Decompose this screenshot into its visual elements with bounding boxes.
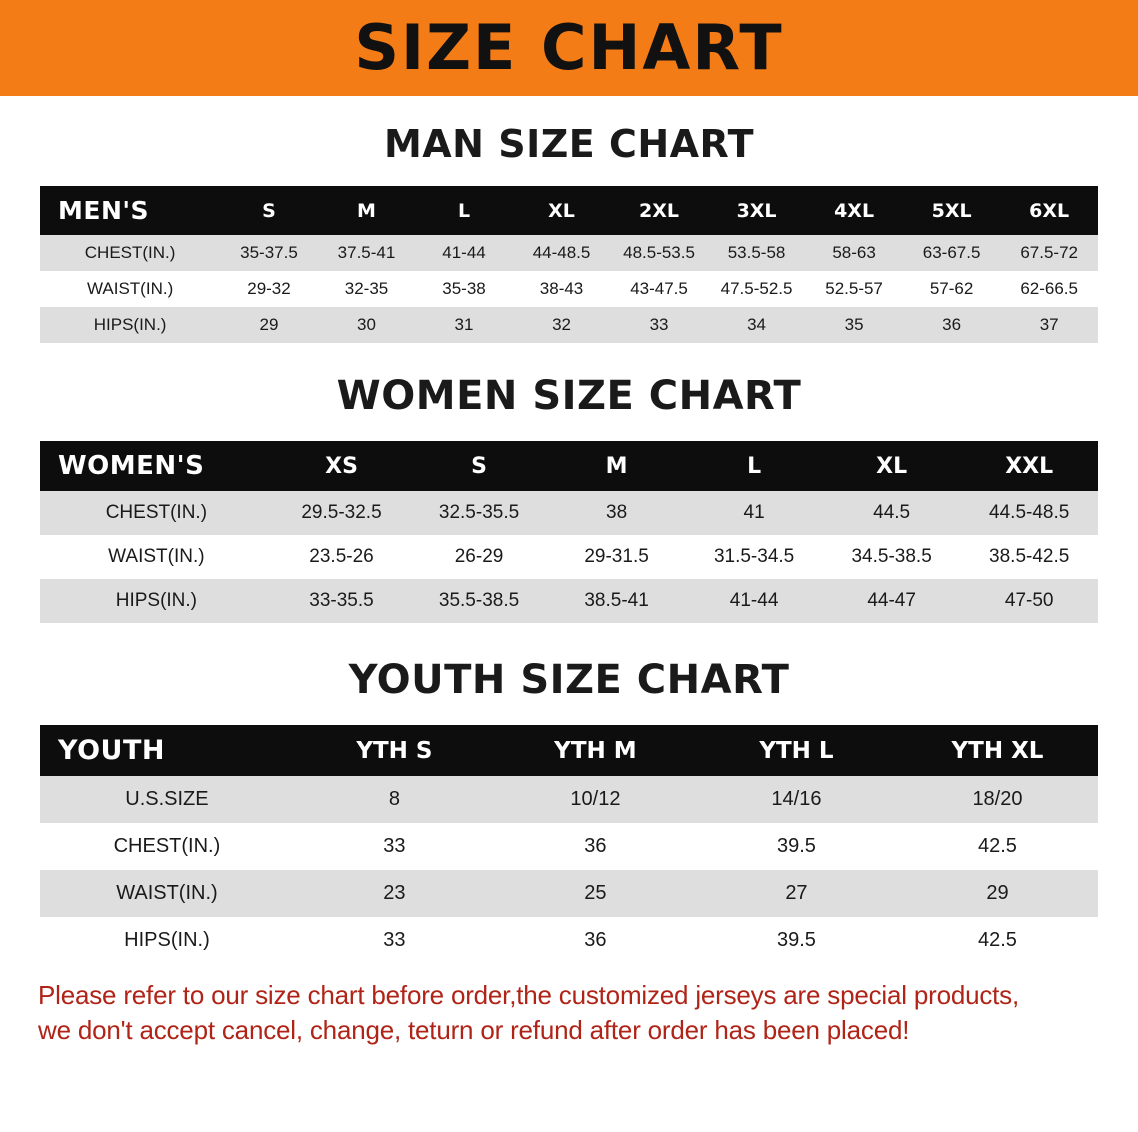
cell: 8 xyxy=(294,776,495,823)
cell: 38-43 xyxy=(513,271,611,307)
cell: 33 xyxy=(294,917,495,964)
cell: 29-32 xyxy=(220,271,318,307)
cell: 63-67.5 xyxy=(903,235,1001,271)
cell: 33 xyxy=(610,307,708,343)
man-col-header: L xyxy=(415,186,513,235)
table-row xyxy=(40,307,1098,343)
cell: 58-63 xyxy=(805,235,903,271)
table-header-row xyxy=(40,186,1098,235)
youth-table-wrap xyxy=(0,725,1138,964)
table-row xyxy=(40,917,1098,964)
youth-col-header: YTH L xyxy=(696,725,897,776)
man-col-header: 4XL xyxy=(805,186,903,235)
cell: 32-35 xyxy=(318,271,416,307)
table-header-row xyxy=(40,725,1098,776)
man-col-header: 3XL xyxy=(708,186,806,235)
table-row xyxy=(40,491,1098,535)
cell: 27 xyxy=(696,870,897,917)
cell: 18/20 xyxy=(897,776,1098,823)
cell: 29 xyxy=(897,870,1098,917)
man-col-header: M xyxy=(318,186,416,235)
cell: 32.5-35.5 xyxy=(410,491,548,535)
youth-section-heading: YOUTH SIZE CHART xyxy=(348,657,790,703)
cell: 42.5 xyxy=(897,917,1098,964)
cell: 52.5-57 xyxy=(805,271,903,307)
disclaimer-line-2: we don't accept cancel, change, teturn or refund after order has been placed! xyxy=(38,1015,910,1046)
women-col-header: XL xyxy=(823,441,961,491)
table-row xyxy=(40,535,1098,579)
cell: 47.5-52.5 xyxy=(708,271,806,307)
cell: 44.5 xyxy=(823,491,961,535)
cell: 36 xyxy=(903,307,1001,343)
man-col-header: XL xyxy=(513,186,611,235)
cell: 25 xyxy=(495,870,696,917)
man-col-header: 5XL xyxy=(903,186,1001,235)
row-label: CHEST(IN.) xyxy=(40,823,294,870)
table-row xyxy=(40,271,1098,307)
cell: 10/12 xyxy=(495,776,696,823)
women-col-header: XS xyxy=(273,441,411,491)
cell: 43-47.5 xyxy=(610,271,708,307)
cell: 23 xyxy=(294,870,495,917)
cell: 37.5-41 xyxy=(318,235,416,271)
cell: 42.5 xyxy=(897,823,1098,870)
cell: 57-62 xyxy=(903,271,1001,307)
man-col-header: 6XL xyxy=(1000,186,1098,235)
row-label: HIPS(IN.) xyxy=(40,579,273,623)
cell: 39.5 xyxy=(696,917,897,964)
disclaimer-note xyxy=(0,964,1138,1048)
cell: 38 xyxy=(548,491,686,535)
cell: 33-35.5 xyxy=(273,579,411,623)
women-col-header: L xyxy=(685,441,823,491)
cell: 29-31.5 xyxy=(548,535,686,579)
row-label: U.S.SIZE xyxy=(40,776,294,823)
row-label: HIPS(IN.) xyxy=(40,307,220,343)
cell: 41 xyxy=(685,491,823,535)
cell: 39.5 xyxy=(696,823,897,870)
women-row-header: WOMEN'S xyxy=(40,441,273,491)
cell: 29.5-32.5 xyxy=(273,491,411,535)
women-table-wrap xyxy=(0,441,1138,623)
cell: 41-44 xyxy=(685,579,823,623)
cell: 38.5-41 xyxy=(548,579,686,623)
cell: 35-38 xyxy=(415,271,513,307)
youth-col-header: YTH S xyxy=(294,725,495,776)
row-label: CHEST(IN.) xyxy=(40,491,273,535)
cell: 36 xyxy=(495,823,696,870)
row-label: WAIST(IN.) xyxy=(40,870,294,917)
cell: 33 xyxy=(294,823,495,870)
cell: 29 xyxy=(220,307,318,343)
cell: 35-37.5 xyxy=(220,235,318,271)
cell: 31 xyxy=(415,307,513,343)
cell: 44-48.5 xyxy=(513,235,611,271)
cell: 35 xyxy=(805,307,903,343)
man-col-header: 2XL xyxy=(610,186,708,235)
man-size-table xyxy=(40,186,1098,343)
cell: 44.5-48.5 xyxy=(960,491,1098,535)
man-section-heading: MAN SIZE CHART xyxy=(383,122,755,166)
women-size-table xyxy=(40,441,1098,623)
women-col-header: XXL xyxy=(960,441,1098,491)
youth-row-header: YOUTH xyxy=(40,725,294,776)
row-label: WAIST(IN.) xyxy=(40,535,273,579)
cell: 38.5-42.5 xyxy=(960,535,1098,579)
women-col-header: S xyxy=(410,441,548,491)
youth-col-header: YTH XL xyxy=(897,725,1098,776)
cell: 35.5-38.5 xyxy=(410,579,548,623)
table-row xyxy=(40,235,1098,271)
cell: 34 xyxy=(708,307,806,343)
table-row xyxy=(40,870,1098,917)
youth-size-table xyxy=(40,725,1098,964)
row-label: HIPS(IN.) xyxy=(40,917,294,964)
table-header-row xyxy=(40,441,1098,491)
cell: 32 xyxy=(513,307,611,343)
page-title: SIZE CHART xyxy=(354,11,784,84)
cell: 14/16 xyxy=(696,776,897,823)
cell: 37 xyxy=(1000,307,1098,343)
women-section-heading: WOMEN SIZE CHART xyxy=(336,373,802,419)
cell: 44-47 xyxy=(823,579,961,623)
table-row xyxy=(40,579,1098,623)
cell: 67.5-72 xyxy=(1000,235,1098,271)
row-label: WAIST(IN.) xyxy=(40,271,220,307)
banner xyxy=(0,0,1138,96)
cell: 30 xyxy=(318,307,416,343)
cell: 36 xyxy=(495,917,696,964)
cell: 41-44 xyxy=(415,235,513,271)
youth-col-header: YTH M xyxy=(495,725,696,776)
cell: 34.5-38.5 xyxy=(823,535,961,579)
cell: 31.5-34.5 xyxy=(685,535,823,579)
man-row-header: MEN'S xyxy=(40,186,220,235)
women-col-header: M xyxy=(548,441,686,491)
cell: 47-50 xyxy=(960,579,1098,623)
row-label: CHEST(IN.) xyxy=(40,235,220,271)
cell: 23.5-26 xyxy=(273,535,411,579)
cell: 62-66.5 xyxy=(1000,271,1098,307)
table-row xyxy=(40,823,1098,870)
man-col-header: S xyxy=(220,186,318,235)
table-row xyxy=(40,776,1098,823)
cell: 53.5-58 xyxy=(708,235,806,271)
cell: 48.5-53.5 xyxy=(610,235,708,271)
man-table-wrap xyxy=(0,186,1138,343)
disclaimer-line-1: Please refer to our size chart before order,the customized jerseys are special products, xyxy=(38,980,1020,1010)
cell: 26-29 xyxy=(410,535,548,579)
